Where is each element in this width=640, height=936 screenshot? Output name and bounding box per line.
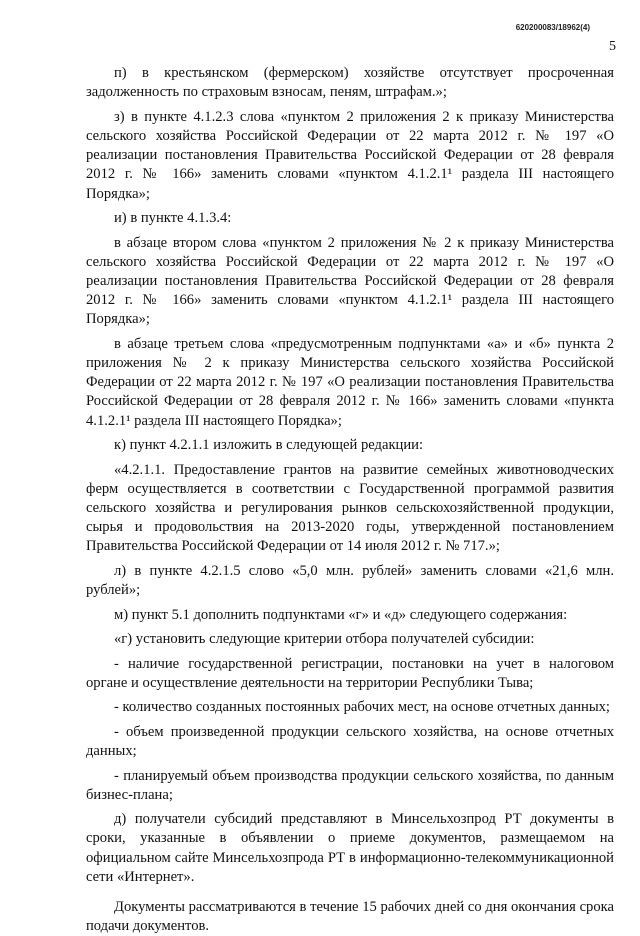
- paragraph-k-item-4-2-1-1: к) пункт 4.2.1.1 изложить в следующей редакции:: [114, 437, 424, 454]
- paragraph-i-item-4-1-3-4: и) в пункте 4.1.3.4:: [114, 210, 232, 227]
- page-number: 5: [609, 39, 616, 54]
- paragraph-p-farm-debt: п) в крестьянском (фермерском) хозяйстве отсутствует просроченная задолженность по страховым взносам, пеням, штрафам.»;: [86, 65, 614, 101]
- paragraph-m-item-5-1: м) пункт 5.1 дополнить подпунктами «г» и «д» следующего содержания:: [114, 606, 568, 623]
- paragraph-l-item-4-2-1-5: л) в пункте 4.2.1.5 слово «5,0 млн. рублей» заменить словами «21,6 млн. рублей»;: [86, 562, 614, 599]
- paragraph-z-item-4-1-2-3: з) в пункте 4.1.2.3 слова «пунктом 2 приложения 2 к приказу Министерства сельского хозяйства Российской Федерации от 22 марта 2012 г. № 197 «О реализации постановления Правительства Российской Федерации от 28 февраля 2012 г. № 166» заменить словами «пунктом 4.1.2.1¹ раздела III настоящего Порядка»;: [86, 108, 614, 202]
- list-item-registration: - наличие государственной регистрации, постановки на учет в налоговом органе и осуществление деятельности на территории Республики Тыва;: [86, 655, 614, 691]
- document-code: 620200083/18962(4): [515, 23, 590, 32]
- paragraph-third-abzac: в абзаце третьем слова «предусмотренным подпунктами «а» и «б» пункта 2 приложения № 2 к приказу Министерства сельского хозяйства Российской Федерации от 22 марта 2012 г. № 197 «О реализации постановления Правительства Российской Федерации от 28 февраля 2012 г. № 166» заменить словами «пункта 4.1.2.1¹ раздела III настоящего Порядка»;: [86, 335, 614, 429]
- document-body: [86, 64, 614, 936]
- paragraph-new-4-2-1-1-text: «4.2.1.1. Предоставление грантов на развитие семейных животноводческих ферм осуществляется в соответствии с Государственной программой развития сельского хозяйства и регулирования рынков сельскохозяйственной продукции, сырья и продовольствия на 2013-2020 годы, утвержденной постановлением Правительства Российской Федерации от 14 июля 2012 г. № 717.»;: [86, 461, 614, 555]
- list-item-jobs: - количество созданных постоянных рабочих мест, на основе отчетных данных;: [114, 699, 610, 716]
- paragraph-g-criteria: «г) установить следующие критерии отбора получателей субсидии:: [114, 631, 535, 648]
- paragraph-second-abzac: в абзаце втором слова «пунктом 2 приложения № 2 к приказу Министерства сельского хозяйства Российской Федерации от 22 марта 2012 г. № 197 «О реализации постановления Правительства Российской Федерации от 28 февраля 2012 г. № 166» заменить словами «пунктом 4.1.2.1¹ раздела III настоящего Порядка»;: [86, 234, 614, 328]
- paragraph-d-submission: д) получатели субсидий представляют в Минсельхозпрод РТ документы в сроки, указанные в объявлении о приеме документов, размещаемом на официальном сайте Минсельхозпрода РТ в информационно-телекоммуникационной сети «Интернет».: [86, 811, 614, 885]
- paragraph-review-period: Документы рассматриваются в течение 15 рабочих дней со дня окончания срока подачи документов.: [86, 899, 614, 935]
- list-item-planned-volume: - планируемый объем производства продукции сельского хозяйства, по данным бизнес-плана;: [86, 767, 614, 803]
- list-item-production-volume: - объем произведенной продукции сельского хозяйства, на основе отчетных данных;: [86, 723, 614, 760]
